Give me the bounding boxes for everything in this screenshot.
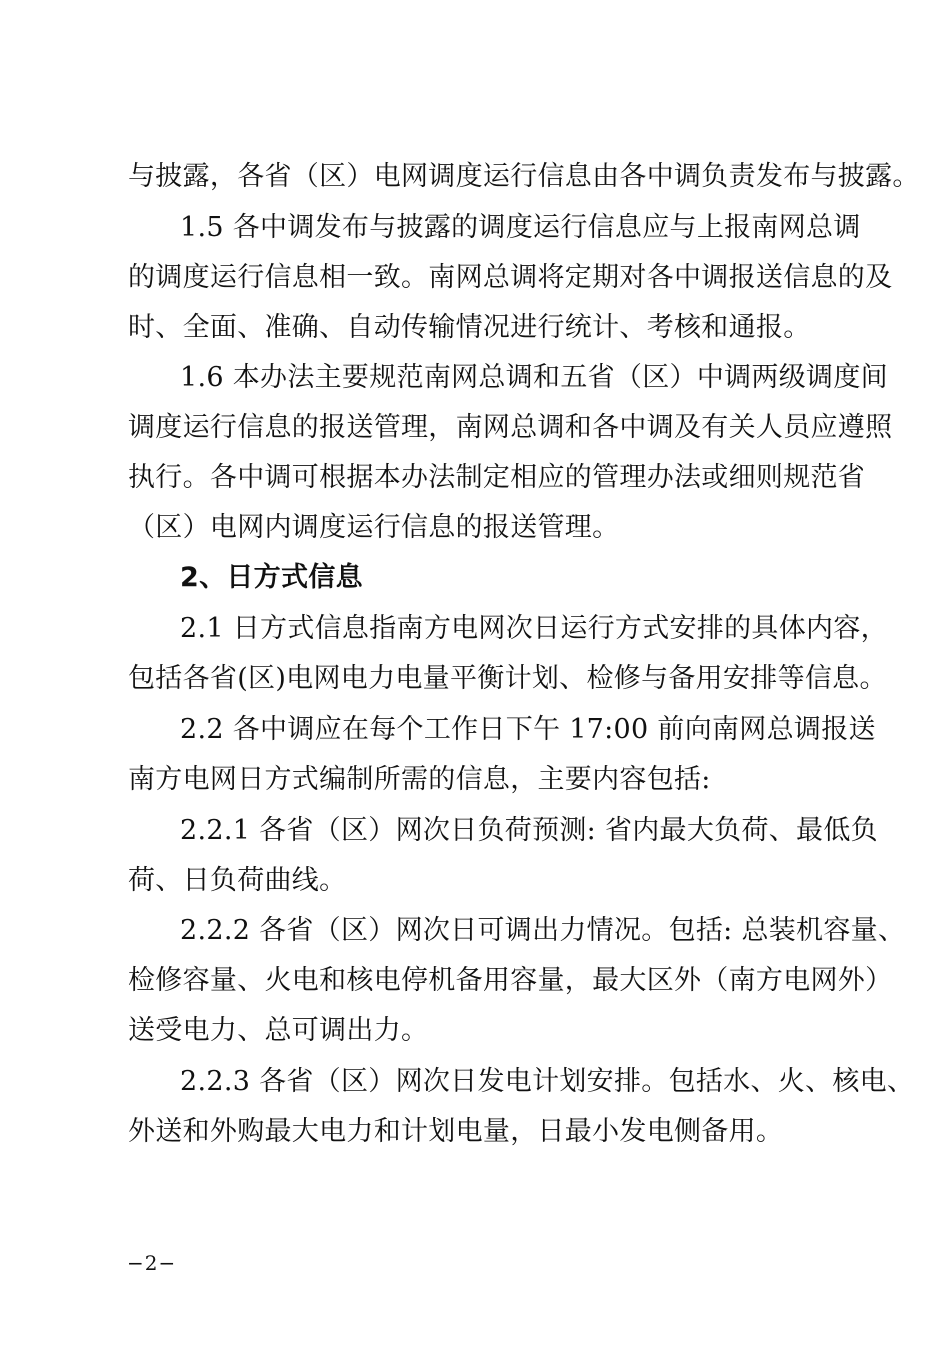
text-line: 执行。各中调可根据本办法制定相应的管理办法或细则规范省: [128, 462, 866, 493]
text-line: 包括各省(区)电网电力电量平衡计划、检修与备用安排等信息。: [128, 663, 887, 694]
text-line: 检修容量、火电和核电停机备用容量，最大区外（南方电网外）: [128, 965, 893, 996]
text-line: （区）电网内调度运行信息的报送管理。: [128, 512, 620, 543]
text-line: 与披露，各省（区）电网调度运行信息由各中调负责发布与披露。: [128, 161, 920, 192]
clause-2-2-2: 2.2.2 各省（区）网次日可调出力情况。包括: 总装机容量、: [180, 915, 906, 946]
text-line: 的调度运行信息相一致。南网总调将定期对各中调报送信息的及: [128, 262, 893, 293]
clause-1-5: 1.5 各中调发布与披露的调度运行信息应与上报南网总调: [180, 212, 861, 243]
clause-2-2-3: 2.2.3 各省（区）网次日发电计划安排。包括水、火、核电、: [180, 1066, 915, 1097]
text-line: 时、全面、准确、自动传输情况进行统计、考核和通报。: [128, 312, 811, 343]
clause-2-2: 2.2 各中调应在每个工作日下午 17:00 前向南网总调报送: [180, 714, 876, 745]
text-line: 调度运行信息的报送管理，南网总调和各中调及有关人员应遵照: [128, 412, 893, 443]
text-line: 荷、日负荷曲线。: [128, 865, 347, 896]
page-number: −2−: [127, 1251, 177, 1275]
text-line: 外送和外购最大电力和计划电量，日最小发电侧备用。: [128, 1116, 784, 1147]
text-line: 送受电力、总可调出力。: [128, 1015, 429, 1046]
section-heading: 2、日方式信息: [180, 562, 363, 593]
clause-1-6: 1.6 本办法主要规范南网总调和五省（区）中调两级调度间: [180, 362, 888, 393]
text-line: 南方电网日方式编制所需的信息，主要内容包括:: [128, 764, 711, 795]
clause-2-2-1: 2.2.1 各省（区）网次日负荷预测: 省内最大负荷、最低负: [180, 815, 878, 846]
clause-2-1: 2.1 日方式信息指南方电网次日运行方式安排的具体内容，: [180, 613, 888, 644]
